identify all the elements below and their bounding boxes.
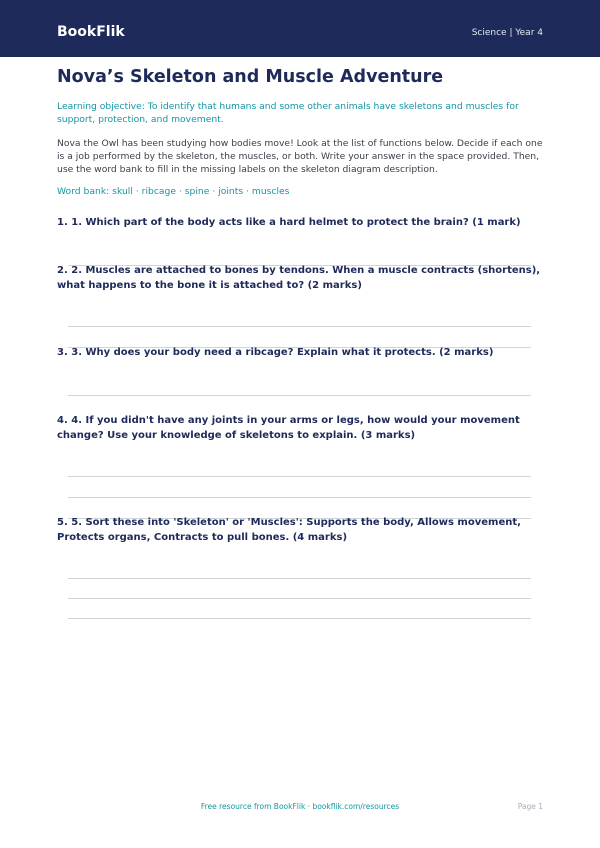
answer-line[interactable] — [68, 497, 531, 498]
page-number: Page 1 — [517, 802, 543, 811]
subject-year-label: Science | Year 4 — [471, 28, 543, 38]
answer-line[interactable] — [68, 598, 531, 599]
question-2: 2. 2. Muscles are attached to bones by tendons. When a muscle contracts (shortens), what happens to the bone it is attached to? (2 marks) — [57, 265, 541, 291]
question-1: 1. 1. Which part of the body acts like a hard helmet to protect the brain? (1 mark) — [57, 217, 521, 228]
brand-logo: BookFlik — [57, 24, 125, 40]
question-5: 5. 5. Sort these into 'Skeleton' or 'Muscles': Supports the body, Allows movement, Protects organs, Contracts to pull bones. (4 marks) — [57, 517, 521, 543]
answer-line[interactable] — [68, 618, 531, 619]
answer-line[interactable] — [68, 578, 531, 579]
question-3: 3. 3. Why does your body need a ribcage? Explain what it protects. (2 marks) — [57, 347, 494, 358]
page-header — [0, 0, 600, 57]
answer-line[interactable] — [68, 395, 531, 396]
worksheet-title: Nova’s Skeleton and Muscle Adventure — [57, 67, 444, 87]
instructions-text: Nova the Owl has been studying how bodies move! Look at the list of functions below. Decide if each one is a job performed by the skeleton, the muscles, or both. Write your answer in the space provided. Then, use the word bank to fill in the missing labels on the skeleton diagram description. — [57, 138, 543, 175]
answer-line[interactable] — [68, 326, 531, 327]
question-4: 4. 4. If you didn't have any joints in your arms or legs, how would your movement change? Use your knowledge of skeletons to explain. (3 marks) — [57, 415, 520, 441]
word-bank: Word bank: skull · ribcage · spine · joints · muscles — [57, 186, 290, 197]
answer-line[interactable] — [68, 476, 531, 477]
footer-resource-link[interactable]: Free resource from BookFlik · bookflik.com/resources — [200, 802, 400, 811]
learning-objective: Learning objective: To identify that humans and some other animals have skeletons and muscles for support, protection, and movement. — [57, 101, 519, 125]
